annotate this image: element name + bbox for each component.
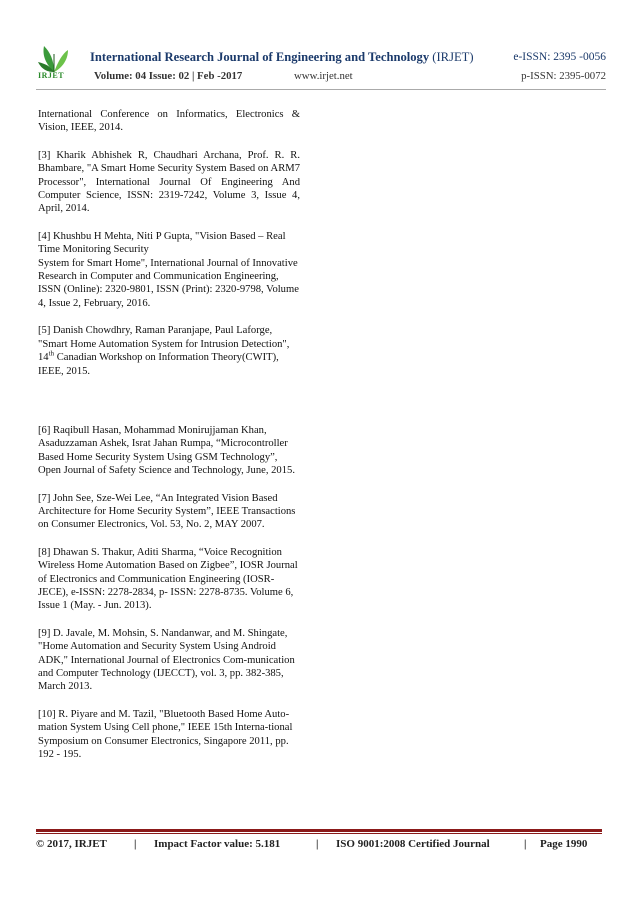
journal-name: International Research Journal of Engineering and Technology (90, 50, 430, 64)
references-column (38, 108, 300, 775)
reference-7: [7] John See, Sze-Wei Lee, “An Integrated Vision Based Architecture for Home Security System”, IEEE Transactions on Consumer Electronics, Vol. 53, No. 2, MAY 2007. (38, 492, 296, 531)
footer-copyright: © 2017, IRJET (36, 838, 107, 850)
journal-abbr: (IRJET) (432, 50, 474, 64)
reference-6: [6] Raqibull Hasan, Mohammad Monirujjaman Khan, Asaduzzaman Ashek, Israt Jahan Rumpa, “Microcontroller Based Home Security System Using GSM Technology”, Open Journal of Safety Science and Technology, June, 2015. (38, 424, 295, 477)
logo-text: IRJET (38, 71, 65, 80)
footer-impact-factor: Impact Factor value: 5.181 (154, 838, 281, 850)
footer-separator: | (134, 838, 137, 850)
footer-separator: | (524, 838, 527, 850)
pissn: p-ISSN: 2395-0072 (521, 70, 606, 82)
reference-8: [8] Dhawan S. Thakur, Aditi Sharma, “Voice Recognition Wireless Home Automation Based on Zigbee”, IOSR Journal of Electronics and Communication Engineering (IOSR-JECE), e-ISSN: 2278-2834, p- ISSN: 2278-8735. Volume 6, Issue 1 (May. - Jun. 2013). (38, 546, 298, 612)
reference-10: [10] R. Piyare and M. Tazil, "Bluetooth Based Home Auto-mation System Using Cell phone," IEEE 15th Interna-tional Symposium on Consumer Electronics, Singapore 2011, pp. 192 - 195. (38, 708, 293, 761)
footer-divider-thin (36, 833, 602, 834)
reference-9: [9] D. Javale, M. Mohsin, S. Nandanwar, and M. Shingate, "Home Automation and Security System Using Android ADK," International Journal of Electronics Com-munication and Computer Technology (IJECCT), vol. 3, pp. 382-385, March 2013. (38, 627, 295, 693)
reference-5 (38, 324, 300, 378)
header-divider (36, 89, 606, 90)
reference-3: [3] Kharik Abhishek R, Chaudhari Archana, Prof. R. R. Bhambare, "A Smart Home Security System Based on ARM7 Processor", International Journal Of Engineering And Computer Science, ISSN: 2319-7242, Volume 3, Issue 4, April, 2014. (38, 149, 300, 215)
footer-divider-thick (36, 829, 602, 832)
journal-title (90, 50, 474, 65)
footer-page-number: Page 1990 (540, 838, 588, 850)
leaf-icon (36, 44, 72, 74)
spacer (38, 392, 300, 424)
reference-continued: International Conference on Informatics, Electronics & Vision, IEEE, 2014. (38, 109, 300, 134)
footer-iso: ISO 9001:2008 Certified Journal (336, 838, 490, 850)
reference-4-line2: System for Smart Home", International Journal of Innovative Research in Computer and Communication Engineering, ISSN (Online): 2320-9801, ISSN (Print): 2320-9798, Volume 4, Issue 2, February, 2016. (38, 257, 299, 309)
reference-4 (38, 230, 300, 310)
website-link[interactable]: www.irjet.net (294, 70, 353, 82)
footer-separator: | (316, 838, 319, 850)
reference-4-line1: [4] Khushbu H Mehta, Niti P Gupta, "Vision Based – Real Time Monitoring Security (38, 230, 286, 256)
eissn: e-ISSN: 2395 -0056 (513, 51, 606, 63)
reference-5-post: Canadian Workshop on Information Theory(CWIT), IEEE, 2015. (38, 352, 279, 377)
page-header (36, 44, 606, 88)
irjet-logo (36, 44, 72, 84)
reference-5-pre: [5] Danish Chowdhry, Raman Paranjape, Paul Laforge, "Smart Home Automation System for Intrusion Detection", 14 (38, 325, 290, 364)
reference-5-sup: th (48, 349, 55, 358)
volume-issue: Volume: 04 Issue: 02 | Feb -2017 (94, 70, 243, 82)
